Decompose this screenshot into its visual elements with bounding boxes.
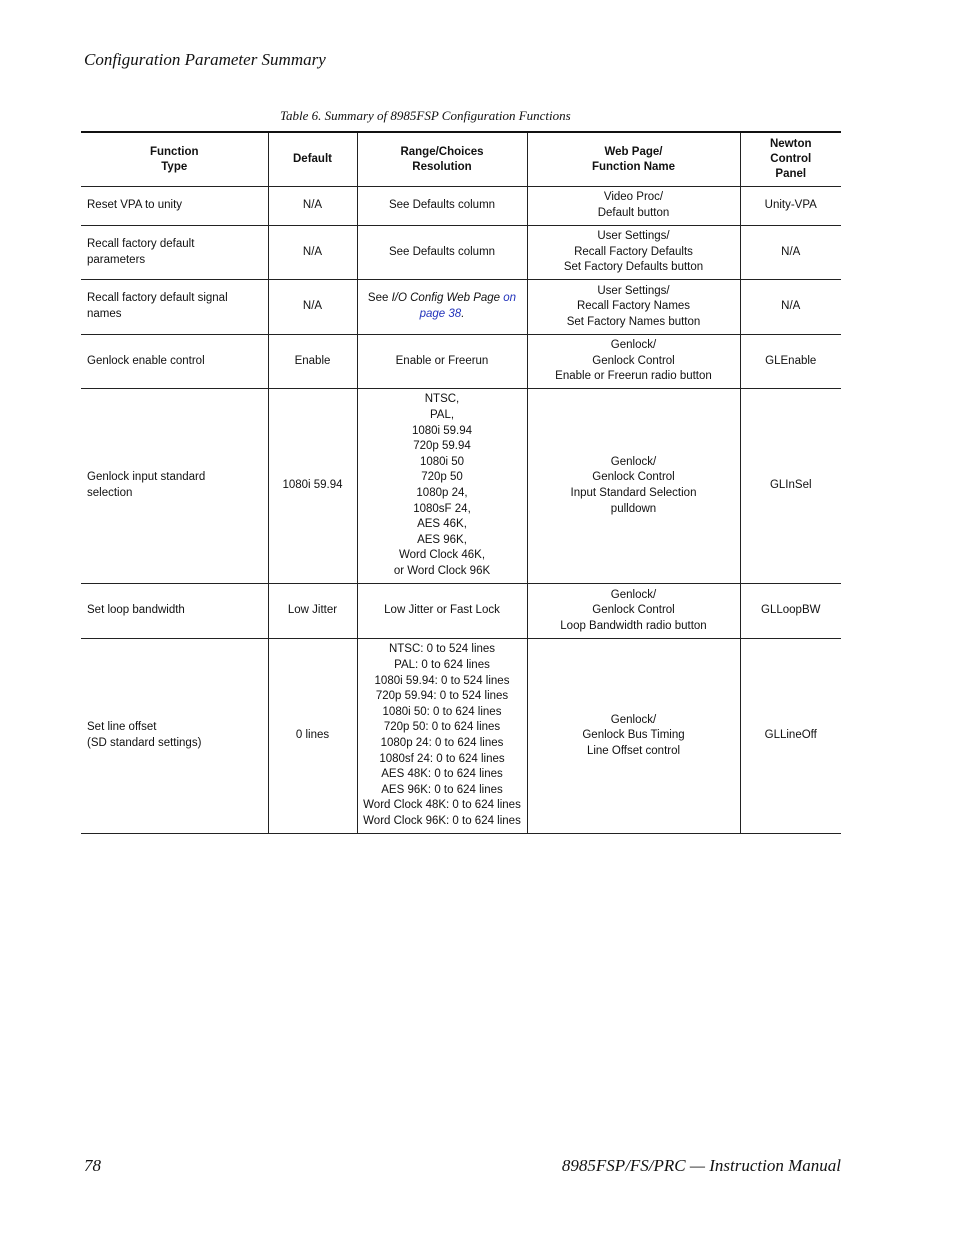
- cell-default: Low Jitter: [268, 584, 357, 639]
- cell-default: 1080i 59.94: [268, 389, 357, 584]
- cell-function: Recall factory default parameters: [81, 226, 268, 280]
- cell-web-page: Video Proc/ Default button: [527, 187, 740, 226]
- cell-function: Genlock input standard selection: [81, 389, 268, 584]
- header-range-choices: Range/Choices Resolution: [357, 132, 527, 187]
- cell-newton: GLLoopBW: [740, 584, 841, 639]
- cell-range: See Defaults column: [357, 226, 527, 280]
- table-row: [81, 335, 841, 389]
- table-row: [81, 584, 841, 639]
- cell-range: NTSC, PAL, 1080i 59.94 720p 59.94 1080i 50 720p 50 1080p 24, 1080sF 24, AES 46K, AES 96K, Word Clock 46K, or Word Clock 96K: [357, 389, 527, 584]
- cell-default: N/A: [268, 226, 357, 280]
- page-number: 78: [84, 1156, 101, 1175]
- header-default: Default: [268, 132, 357, 187]
- cell-function: Set loop bandwidth: [81, 584, 268, 639]
- header-function-type: Function Type: [81, 132, 268, 187]
- table-header-row: [81, 132, 841, 187]
- cell-newton: N/A: [740, 280, 841, 335]
- range-prefix: See: [367, 292, 392, 305]
- cell-newton: Unity-VPA: [740, 187, 841, 226]
- table-row: [81, 280, 841, 335]
- range-suffix: .: [461, 308, 465, 320]
- table-row: [81, 639, 841, 834]
- table-row: [81, 389, 841, 584]
- table-caption: Table 6. Summary of 8985FSP Configuration Functions: [280, 108, 571, 123]
- table-row: [81, 187, 841, 226]
- cell-newton: N/A: [740, 226, 841, 280]
- cell-function: Set line offset (SD standard settings): [81, 639, 268, 834]
- cell-range: See Defaults column: [357, 187, 527, 226]
- cell-range: NTSC: 0 to 524 lines PAL: 0 to 624 lines 1080i 59.94: 0 to 524 lines 720p 59.94: 0 to 524 lines 1080i 50: 0 to 624 lines 720p 50: 0 to 624 lines 1080p 24: 0 to 624 lines 1080sf 24: 0 to 624 lines AES 48K: 0 to 624 lines AES 96K: 0 to 624 lines Word Clock 48K: 0 to 624 lines Word Clock 96K: 0 to 624 lines: [357, 639, 527, 834]
- cell-web-page: User Settings/ Recall Factory Names Set Factory Names button: [527, 280, 740, 335]
- table-row: [81, 226, 841, 280]
- cell-web-page: User Settings/ Recall Factory Defaults Set Factory Defaults button: [527, 226, 740, 280]
- io-config-reference: I/O Config Web Page: [391, 292, 501, 305]
- cell-function: Recall factory default signal names: [81, 280, 268, 335]
- cell-newton: GLInSel: [740, 389, 841, 584]
- manual-title: 8985FSP/FS/PRC — Instruction Manual: [561, 1156, 841, 1175]
- running-head: Configuration Parameter Summary: [84, 50, 326, 69]
- cell-web-page: Genlock/ Genlock Control Loop Bandwidth radio button: [527, 584, 740, 639]
- page-link-on[interactable]: on: [500, 292, 517, 305]
- cell-range: Enable or Freerun: [357, 335, 527, 389]
- cell-web-page: Genlock/ Genlock Bus Timing Line Offset control: [527, 639, 740, 834]
- cell-default: Enable: [268, 335, 357, 389]
- cell-newton: GLLineOff: [740, 639, 841, 834]
- cell-range: Low Jitter or Fast Lock: [357, 584, 527, 639]
- cell-default: N/A: [268, 280, 357, 335]
- cell-web-page: Genlock/ Genlock Control Enable or Freerun radio button: [527, 335, 740, 389]
- page-38-link[interactable]: page 38: [419, 308, 462, 320]
- cell-newton: GLEnable: [740, 335, 841, 389]
- cell-default: N/A: [268, 187, 357, 226]
- header-web-page: Web Page/ Function Name: [527, 132, 740, 187]
- cell-range: [357, 280, 527, 335]
- configuration-summary-table: [81, 131, 841, 834]
- cell-default: 0 lines: [268, 639, 357, 834]
- cell-function: Genlock enable control: [81, 335, 268, 389]
- cell-function: Reset VPA to unity: [81, 187, 268, 226]
- header-newton-panel: Newton Control Panel: [740, 132, 841, 187]
- cell-web-page: Genlock/ Genlock Control Input Standard Selection pulldown: [527, 389, 740, 584]
